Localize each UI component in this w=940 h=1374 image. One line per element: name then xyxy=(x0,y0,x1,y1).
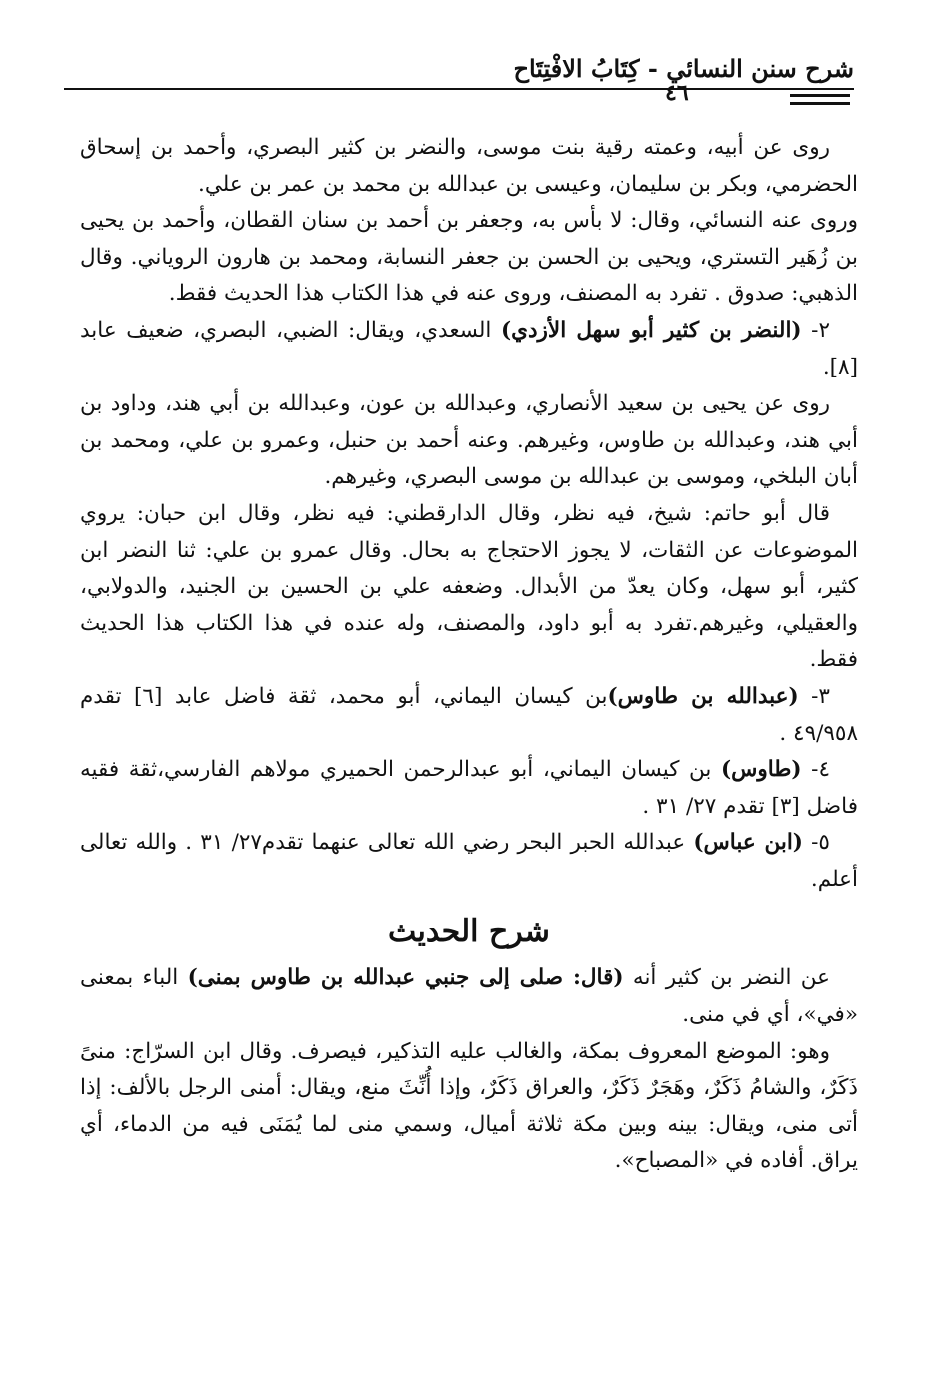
paragraph-mina-description: وهو: الموضع المعروف بمكة، والغالب عليه التذكير، فيصرف. وقال ابن السرّاج: منىً ذَكَرٌ، والشامُ ذَكَرٌ، وهَجَرٌ ذَكَرٌ، والعراق ذَكَرٌ، وإذا أُنِّثَ منع، ويقال: أمنى الرجل بالألف: إذا أتى منى، ويقال: بينه وبين مكة ثلاثة أميال، وسمي منى لما يُمَنَى فيه من الدماء، أي يراق. أفاده في «المصباح». xyxy=(80,1038,858,1174)
page-number: ٤٦ xyxy=(665,80,689,106)
text-lead: عن النضر بن كثير أنه xyxy=(623,965,830,991)
narrator-item-3 xyxy=(80,679,858,752)
narrator-description: بن كيسان اليماني، أبو محمد، ثقة فاضل عابد [٦] تقدم ٤٩/٩٥٨ . xyxy=(80,683,858,746)
paragraph-narrators-from: روى عن أبيه، وعمته رقية بنت موسى، والنضر بن كثير البصري، وأحمد بن إسحاق الحضرمي، وبكر بن سليمان، وعيسى بن عبدالله بن محمد بن عمر بن علي. xyxy=(80,135,858,197)
paragraph-narrators-to: وروى عنه النسائي، وقال: لا بأس به، وجعفر بن أحمد بن سنان القطان، وأحمد بن يحيى بن زُهَير التستري، ويحيى بن الحسن بن جعفر النسابة، ومحمد بن هارون الروياني. وقال الذهبي: صدوق . تفرد به المصنف، وروى عنه في هذا الكتاب هذا الحديث فقط. xyxy=(80,208,858,307)
narrator-name: (طاوس) xyxy=(720,757,802,783)
item-number: ٣- xyxy=(798,683,830,709)
item-number: ٢- xyxy=(801,317,830,343)
paragraph-hadith-explanation xyxy=(80,960,858,1033)
item-number: ٥- xyxy=(802,830,830,856)
quoted-hadith: (قال: صلى إلى جنبي عبدالله بن طاوس بمنى) xyxy=(187,965,624,991)
narrator-item-5 xyxy=(80,825,858,898)
paragraph-narrations: روى عن يحيى بن سعيد الأنصاري، وعبدالله بن عون، وعبدالله بن أبي هند، وداود بن أبي هند، وعبدالله بن طاوس، وغيرهم. وعنه أحمد بن حنبل، وعمرو بن علي، ومحمد بن أبان البلخي، وموسى بن عبدالله بن موسى البصري، وغيرهم. xyxy=(80,391,858,490)
section-heading: شرح الحديث xyxy=(388,914,550,950)
narrator-description: السعدي، ويقال: الضبي، البصري، ضعيف عابد [٨]. xyxy=(80,317,858,380)
paragraph-critique: قال أبو حاتم: شيخ، فيه نظر، وقال الدارقطني: فيه نظر، وقال ابن حبان: يروي الموضوعات عن الثقات، لا يجوز الاحتجاج به بحال. وقال عمرو بن علي: ثنا النضر ابن كثير، أبو سهل، وكان يعدّ من الأبدال. وضعفه علي بن الحسين بن الجنيد، والدولابي، والعقيلي، وغيرهم.تفرد به أبو داود، والمصنف، وله عنده في هذا الكتاب هذا الحديث فقط. xyxy=(80,500,858,673)
header-rule xyxy=(64,88,854,90)
narrator-name: (النضر بن كثير أبو سهل الأزدي) xyxy=(500,317,802,343)
narrator-name: (ابن عباس) xyxy=(693,830,803,856)
item-number: ٤- xyxy=(801,757,830,783)
narrator-item-2 xyxy=(80,313,858,386)
narrator-description: بن كيسان اليماني، أبو عبدالرحمن الحميري مولاهم الفارسي،ثقة فقيه فاضل [٣] تقدم ٢٧/ ٣١ . xyxy=(80,757,858,819)
narrator-item-4 xyxy=(80,752,858,825)
running-title: شرح سنن النسائي - كِتَابُ الافْتِتَاح xyxy=(513,54,854,83)
narrator-description: عبدالله الحبر البحر رضي الله تعالى عنهما تقدم٢٧/ ٣١ . والله تعالى أعلم. xyxy=(80,830,858,892)
text-follow: الباء بمعنى «في»، أي في منى. xyxy=(80,965,858,1028)
page-number-rules xyxy=(790,94,850,110)
page-header xyxy=(64,48,854,112)
page-body xyxy=(80,130,858,1180)
narrator-name: (عبدالله بن طاوس) xyxy=(607,683,799,709)
